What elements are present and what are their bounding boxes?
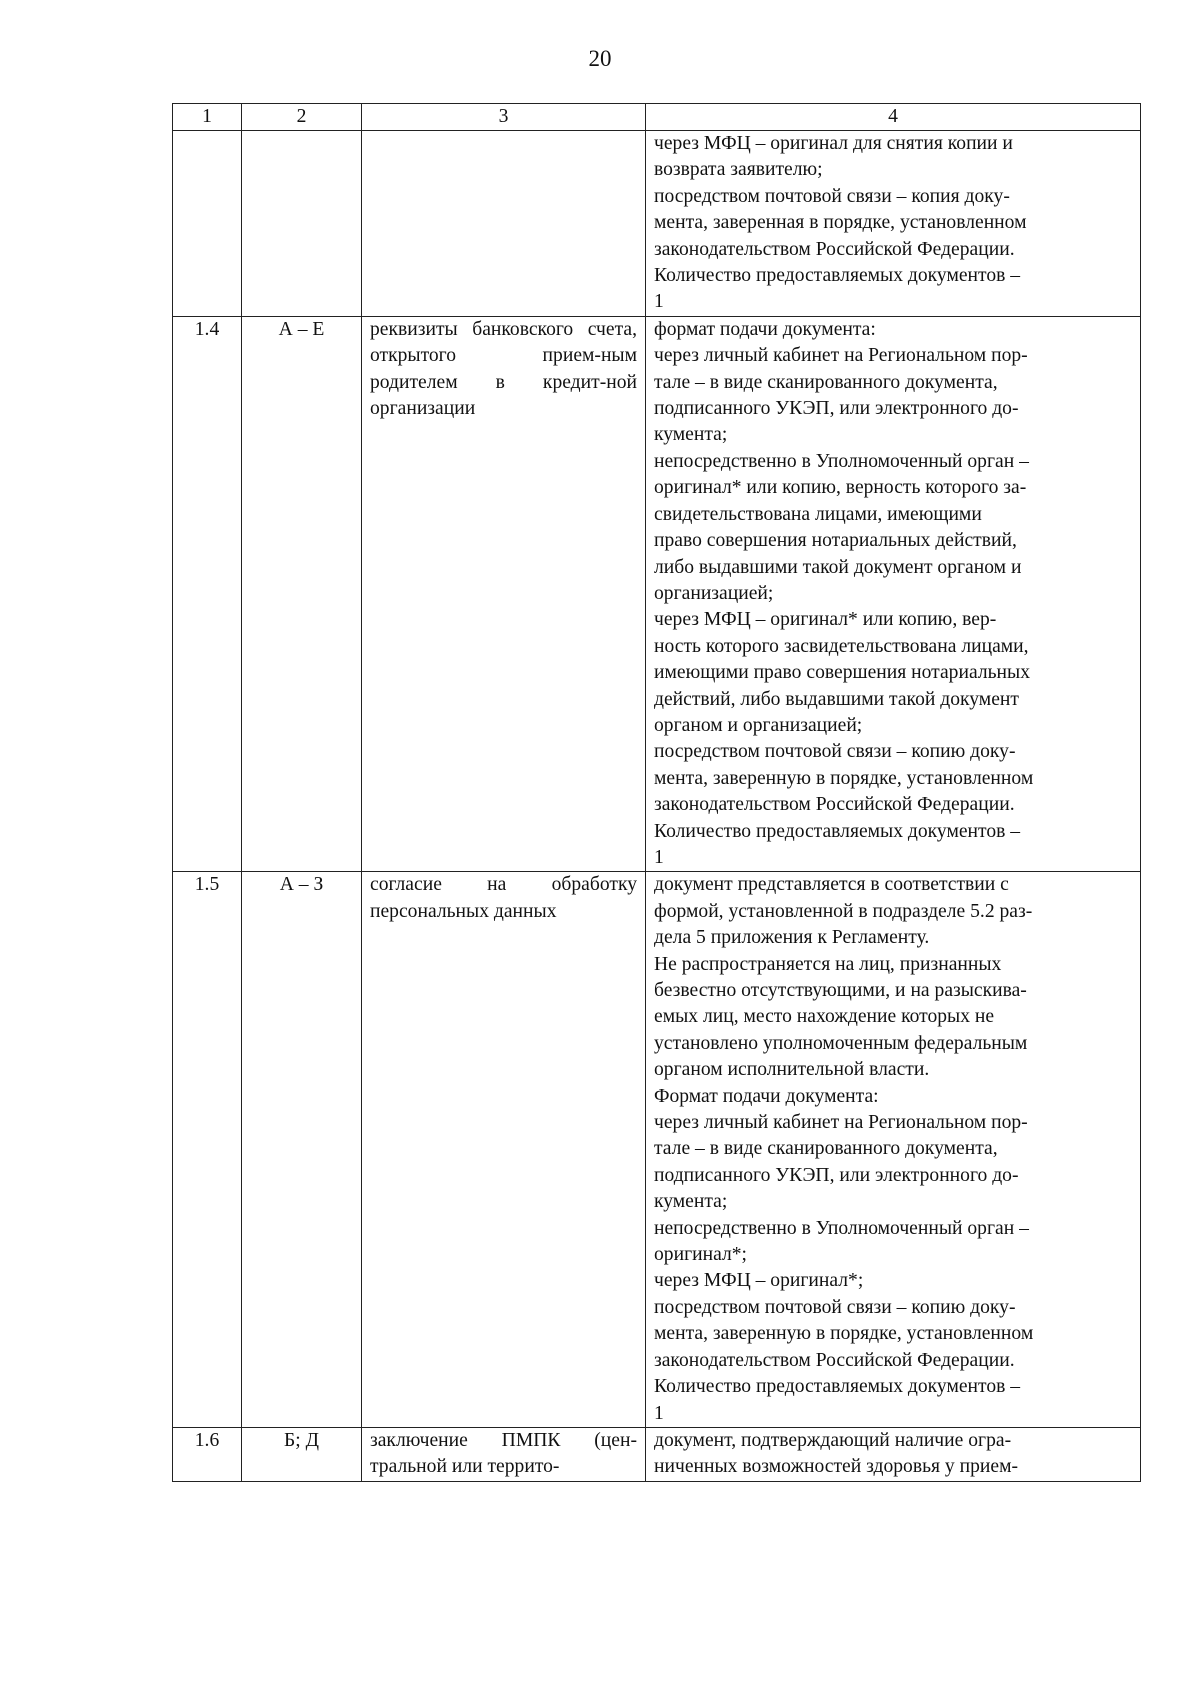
table-row bbox=[173, 316, 1141, 872]
description-line: кумента; bbox=[654, 1191, 728, 1213]
description-line: посредством почтовой связи – копию доку- bbox=[654, 1296, 1016, 1318]
description-line: посредством почтовой связи – копия доку- bbox=[654, 185, 1010, 207]
description-line: через личный кабинет на Региональном пор- bbox=[654, 345, 1028, 367]
description-line: организацией; bbox=[654, 582, 774, 604]
description-line: оригинал*; bbox=[654, 1244, 747, 1266]
description-line: формой, установленной в подразделе 5.2 раз- bbox=[654, 900, 1033, 922]
description-line: посредством почтовой связи – копию доку- bbox=[654, 741, 1016, 763]
header-col-3: 3 bbox=[362, 104, 646, 131]
description-line: мента, заверенную в порядке, установленном bbox=[654, 1323, 1034, 1345]
row-description bbox=[646, 1427, 1141, 1481]
description-line: через МФЦ – оригинал* или копию, вер- bbox=[654, 609, 997, 631]
row-description bbox=[646, 131, 1141, 317]
row-number: 1.6 bbox=[173, 1427, 242, 1481]
row-document-name: реквизиты банковского счета, открытого прием-ным родителем в кредит-ной организации bbox=[362, 316, 646, 872]
row-document-name: согласие на обработку персональных данных bbox=[362, 872, 646, 1428]
row-code: А – З bbox=[242, 872, 362, 1428]
row-number: 1.5 bbox=[173, 872, 242, 1428]
description-line: непосредственно в Уполномоченный орган – bbox=[654, 450, 1029, 472]
header-col-1: 1 bbox=[173, 104, 242, 131]
description-line: законодательством Российской Федерации. bbox=[654, 238, 1015, 260]
description-line: право совершения нотариальных действий, bbox=[654, 530, 1017, 552]
row-description bbox=[646, 872, 1141, 1428]
description-line: непосредственно в Уполномоченный орган – bbox=[654, 1217, 1029, 1239]
description-line: Не распространяется на лиц, признанных bbox=[654, 953, 1002, 975]
row-document-name: заключение ПМПК (цен-тральной или террито- bbox=[362, 1427, 646, 1481]
description-line: либо выдавшими такой документ органом и bbox=[654, 556, 1022, 578]
description-line: Количество предоставляемых документов – bbox=[654, 1376, 1021, 1398]
page-number: 20 bbox=[588, 46, 612, 71]
description-line: подписанного УКЭП, или электронного до- bbox=[654, 1164, 1019, 1186]
description-line: 1 bbox=[654, 846, 664, 868]
description-line: Формат подачи документа: bbox=[654, 1085, 879, 1107]
description-line: документ представляется в соответствии с bbox=[654, 874, 1009, 896]
description-line: законодательством Российской Федерации. bbox=[654, 794, 1015, 816]
description-line: 1 bbox=[654, 1402, 664, 1424]
description-line: через МФЦ – оригинал для снятия копии и bbox=[654, 133, 1013, 154]
description-line: дела 5 приложения к Регламенту. bbox=[654, 927, 930, 949]
description-line: мента, заверенную в порядке, установленном bbox=[654, 767, 1034, 789]
row-number bbox=[173, 131, 242, 317]
table-row bbox=[173, 131, 1141, 317]
description-line: кумента; bbox=[654, 424, 728, 446]
description-line: оригинал* или копию, верность которого за- bbox=[654, 477, 1027, 499]
documents-table bbox=[172, 103, 1141, 1482]
description-line: органом исполнительной власти. bbox=[654, 1059, 930, 1081]
description-line: формат подачи документа: bbox=[654, 318, 876, 340]
description-line: подписанного УКЭП, или электронного до- bbox=[654, 398, 1019, 420]
description-line: Количество предоставляемых документов – bbox=[654, 265, 1021, 287]
description-line: 1 bbox=[654, 291, 664, 313]
header-col-2: 2 bbox=[242, 104, 362, 131]
row-code bbox=[242, 131, 362, 317]
header-col-4: 4 bbox=[646, 104, 1141, 131]
table-row bbox=[173, 872, 1141, 1428]
description-line: емых лиц, место нахождение которых не bbox=[654, 1006, 995, 1028]
row-number: 1.4 bbox=[173, 316, 242, 872]
description-line: через личный кабинет на Региональном пор- bbox=[654, 1112, 1028, 1134]
row-description bbox=[646, 316, 1141, 872]
description-line: безвестно отсутствующими, и на разыскива- bbox=[654, 980, 1027, 1001]
description-line: ниченных возможностей здоровья у прием- bbox=[654, 1456, 1019, 1478]
description-line: органом и организацией; bbox=[654, 714, 863, 736]
description-line: законодательством Российской Федерации. bbox=[654, 1349, 1015, 1371]
description-line: тале – в виде сканированного документа, bbox=[654, 371, 998, 393]
description-line: мента, заверенная в порядке, установленном bbox=[654, 212, 1027, 234]
row-code: А – Е bbox=[242, 316, 362, 872]
description-line: через МФЦ – оригинал*; bbox=[654, 1270, 864, 1292]
description-line: ность которого засвидетельствована лицами, bbox=[654, 635, 1029, 657]
description-line: возврата заявителю; bbox=[654, 159, 823, 181]
row-document-name bbox=[362, 131, 646, 317]
description-line: свидетельствована лицами, имеющими bbox=[654, 503, 982, 525]
row-code: Б; Д bbox=[242, 1427, 362, 1481]
table-header-row bbox=[173, 104, 1141, 131]
description-line: имеющими право совершения нотариальных bbox=[654, 662, 1030, 684]
description-line: Количество предоставляемых документов – bbox=[654, 820, 1021, 842]
description-line: документ, подтверждающий наличие огра- bbox=[654, 1429, 1012, 1451]
description-line: установлено уполномоченным федеральным bbox=[654, 1032, 1028, 1054]
description-line: действий, либо выдавшими такой документ bbox=[654, 688, 1019, 710]
table-row bbox=[173, 1427, 1141, 1481]
description-line: тале – в виде сканированного документа, bbox=[654, 1138, 998, 1160]
